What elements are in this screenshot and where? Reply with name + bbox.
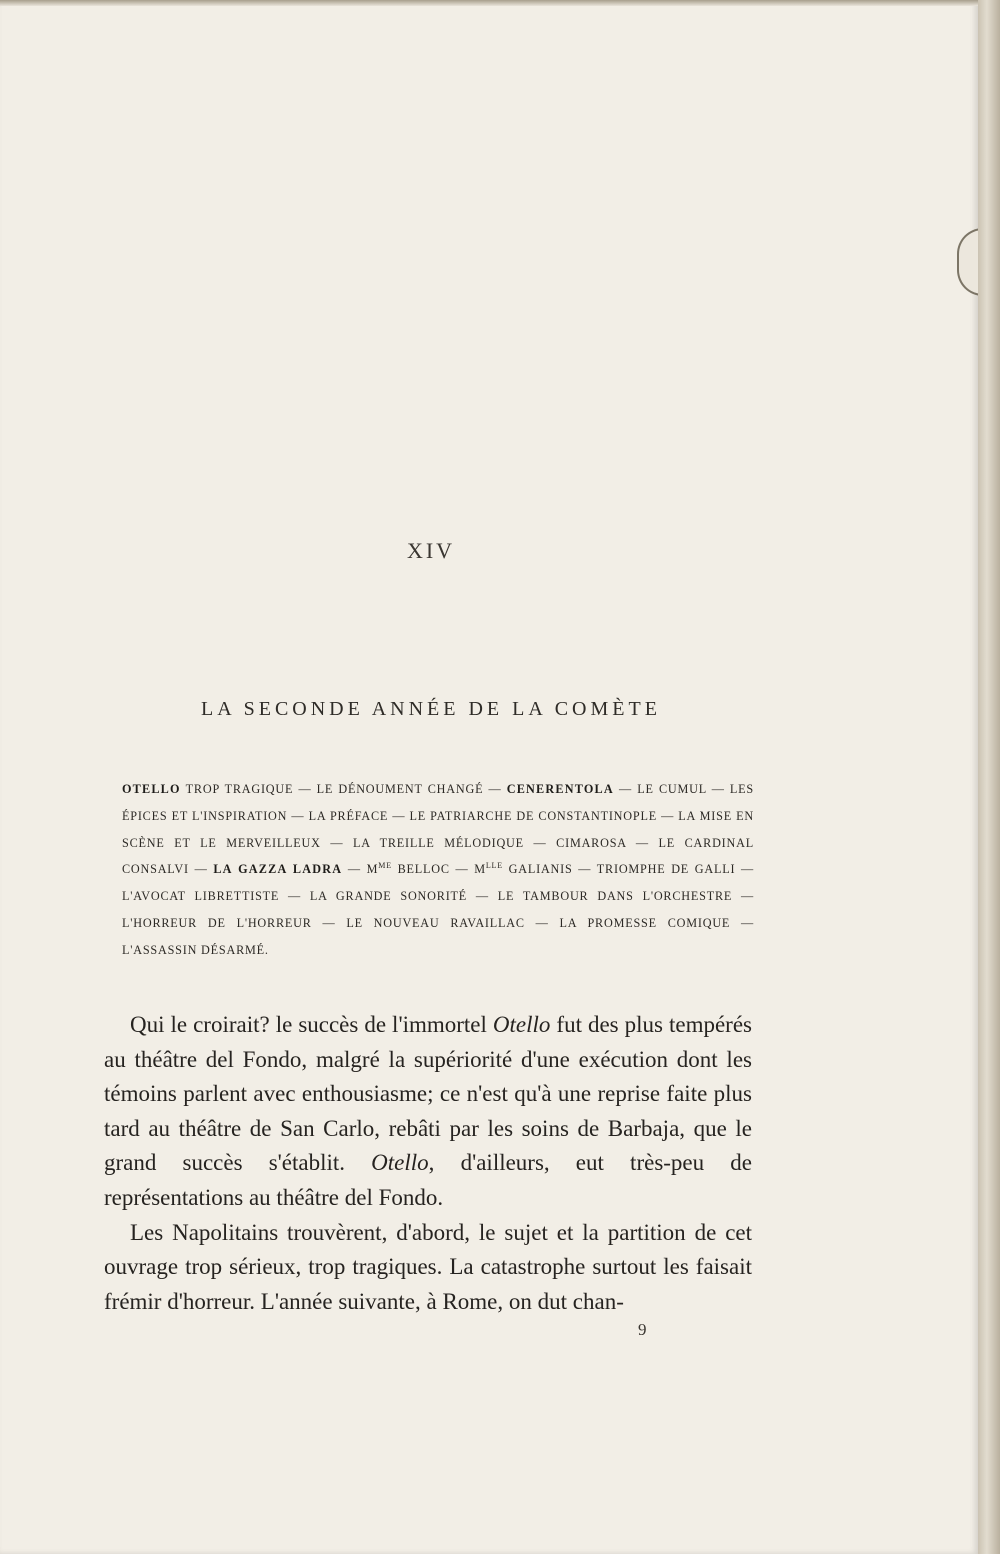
summary-cenerentola: CENERENTOLA <box>506 782 614 796</box>
summary-segment-2: — LE CUMUL — LES ÉPICES ET L'INSPIRATION — LA PRÉFACE — LE PATRIARCHE DE CONSTANTINOPLE — LA MISE EN SCÈNE ET LE MERVEILLEUX — LA TREILLE MÉLODIQUE — CIMAROSA — LE CARDINAL CONSALVI — <box>122 782 754 877</box>
paragraph-1-part-b: fut des plus tempérés au théâtre del Fondo, malgré la supériorité d'une exécution dont les témoins parlent avec enthousiasme; ce n'est qu'à une reprise faite plus tard au théâtre de San Carlo, rebâti par les soins de Barbaja, que le grand succès s'établit. <box>104 1012 752 1176</box>
chapter-title: LA SECONDE ANNÉE DE LA COMÈTE <box>201 698 661 720</box>
summary-sup-lle: LLE <box>485 861 503 871</box>
paragraph-2: Les Napolitains trouvèrent, d'abord, le sujet et la partition de cet ouvrage trop sérieux, trop tragiques. La catastrophe surtout les faisait frémir d'horreur. L'année suivante, à Rome, on dut chan- <box>104 1219 752 1314</box>
summary-segment-1: TROP TRAGIQUE — LE DÉNOUMENT CHANGÉ — <box>180 782 507 796</box>
page-side-edge <box>978 0 1000 1554</box>
paragraph-1-otello: Otello <box>492 1012 551 1037</box>
body-text <box>104 1008 752 1319</box>
summary-sup-me: ME <box>378 861 392 871</box>
paragraph-1-otello-2: Otello <box>371 1150 429 1176</box>
paragraph-1-part-c: , d'ailleurs, eut très-peu de représentations au théâtre del Fondo. <box>104 1150 752 1210</box>
summary-segment-4: BELLOC — M <box>391 862 486 877</box>
page-number: 9 <box>638 1320 647 1339</box>
paragraph-1 <box>104 1008 752 1216</box>
chapter-number: XIV <box>406 538 456 563</box>
summary-segment-3: — M <box>342 862 379 877</box>
summary-segment-5: GALIANIS — TRIOMPHE DE GALLI — L'AVOCAT LIBRETTISTE — LA GRANDE SONORITÉ — LE TAMBOUR DANS L'ORCHESTRE — L'HORREUR DE L'HORREUR — LE NOUVEAU RAVAILLAC — LA PROMESSE COMIQUE — L'ASSASSIN DÉSARMÉ. <box>122 862 755 957</box>
summary-gazza-ladra: LA GAZZA LADRA <box>213 862 343 877</box>
chapter-summary <box>122 776 754 964</box>
summary-otello: OTELLO <box>122 782 181 796</box>
paragraph-1-part-a: Qui le croirait? le succès de l'immortel <box>130 1012 493 1037</box>
page-top-edge <box>0 0 978 6</box>
